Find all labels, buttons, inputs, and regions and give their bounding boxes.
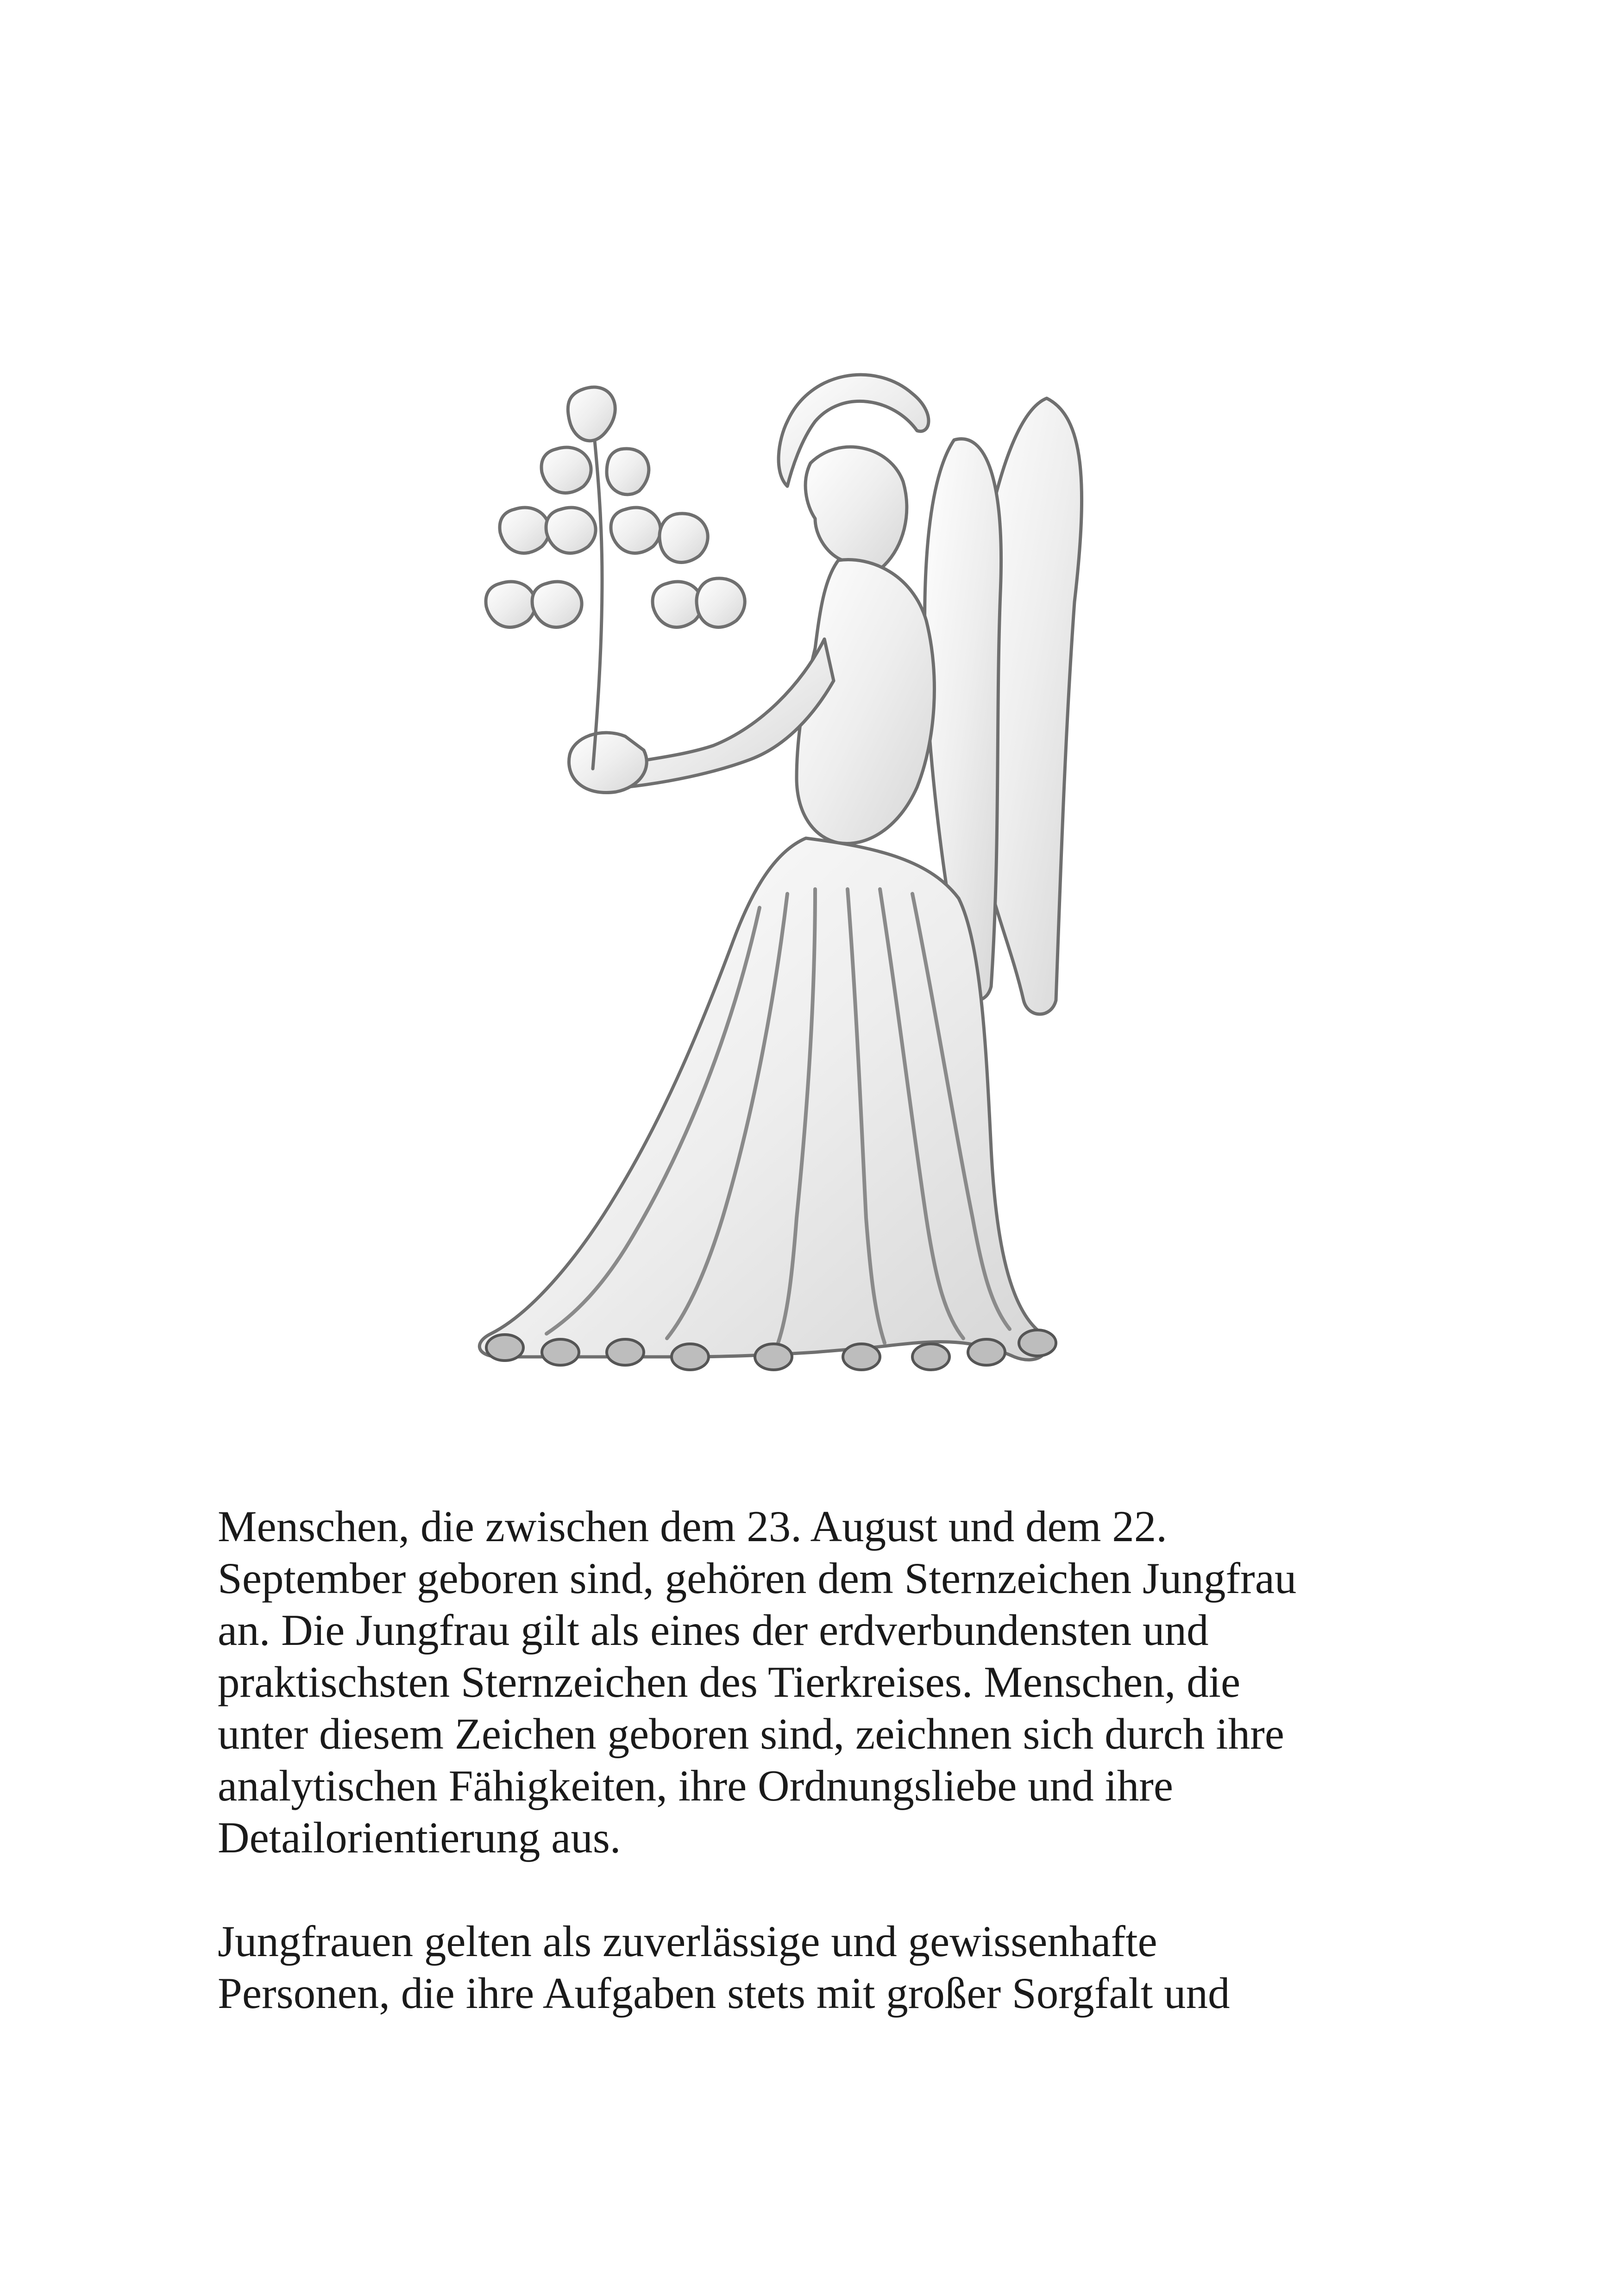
virgo-glass-figure-illustration — [408, 361, 1158, 1403]
paragraph-2: Jungfrauen gelten als zuverlässige und gewissenhafte Personen, die ihre Aufgaben stets mit großer Sorgfalt und — [218, 1917, 1230, 2018]
head — [805, 447, 907, 573]
skirt-back — [479, 838, 1047, 1360]
paragraph-1: Menschen, die zwischen dem 23. August und dem 22. September geboren sind, gehören dem Sternzeichen Jungfrau an. Die Jungfrau gilt als eines der erdverbundensten und praktischsten Sternzeichen des Tierkreises. Menschen, die unter diesem Zeichen geboren sind, zeichnen sich durch ihre analytischen Fähigkeiten, ihre Ordnungsliebe und ihre Detailorientierung aus. — [218, 1502, 1297, 1862]
document-body — [218, 1500, 1431, 2019]
branch-stem — [593, 421, 602, 769]
hand — [569, 733, 647, 792]
